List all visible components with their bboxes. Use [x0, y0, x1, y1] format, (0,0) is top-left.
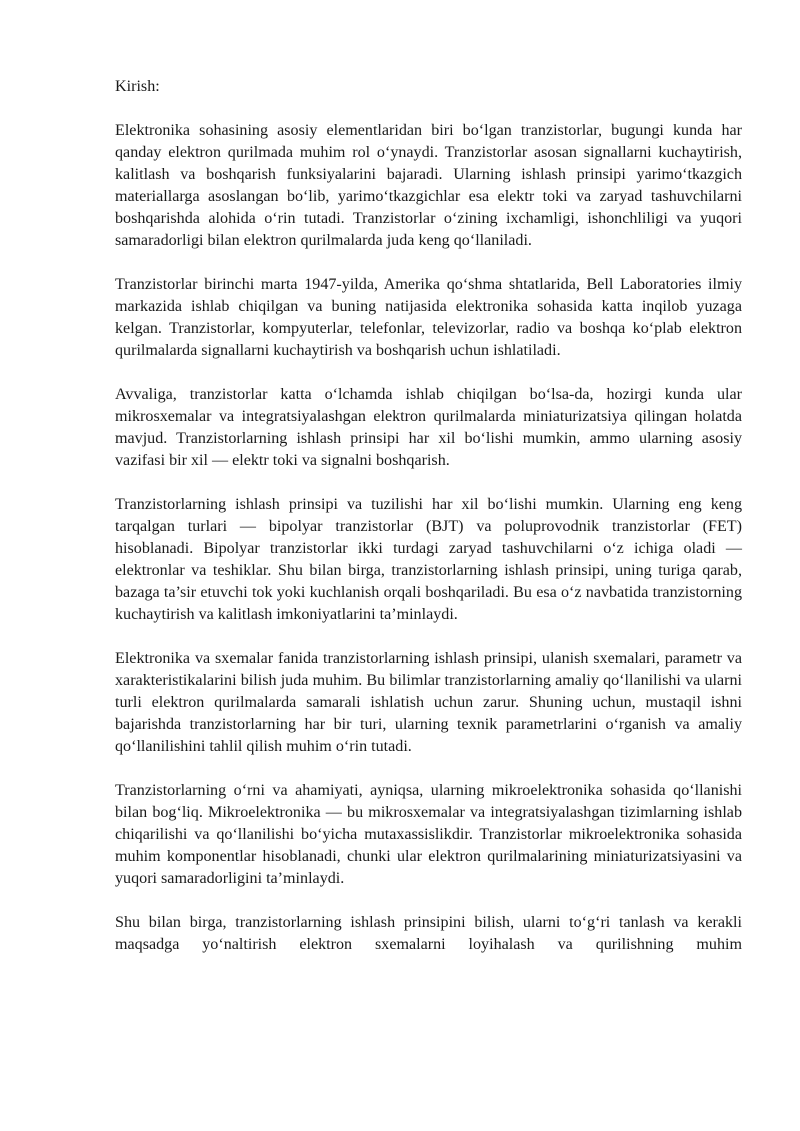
paragraph-history: Tranzistorlar birinchi marta 1947-yilda, Amerika qo‘shma shtatlarida, Bell Laboratories ilmiy markazida ishlab chiqilgan va buning natijasida elektronika sohasida katta inqilob yuzaga kelgan. Tranzistorlar, kompyuterlar, telefonlar, televizorlar, radio va boshqa ko‘plab elektron qurilmalarda signallarni kuchaytirish va boshqarish uchun ishlatiladi. — [115, 276, 742, 359]
paragraph-importance: Elektronika va sxemalar fanida tranzistorlarning ishlash prinsipi, ulanish sxemalari, parametr va xarakteristikalarini bilish juda muhim. Bu bilimlar tranzistorlarning amaliy qo‘llanilishi va ularni turli elektron qurilmalarda samarali ishlatish uchun zarur. Shuning uchun, mustaqil ishni bajarishda tranzistorlarning har bir turi, ularning texnik parametrlarini o‘rganish va amaliy qo‘llanilishini tahlil qilish muhim o‘rin tutadi. — [115, 650, 742, 755]
paragraph-types: Tranzistorlarning ishlash prinsipi va tuzilishi har xil bo‘lishi mumkin. Ularning eng keng tarqalgan turlari — bipolyar tranzistorlar (BJT) va poluprovodnik tranzistorlar (FET) hisoblanadi. Bipolyar tranzistorlar ikki turdagi zaryad tashuvchilarni o‘z ichiga oladi — elektronlar va teshiklar. Shu bilan birga, tranzistorlarning ishlash prinsipi, uning turiga qarab, bazaga ta’sir etuvchi tok yoki kuchlanish orqali boshqariladi. Bu esa o‘z navbatida tranzistorning kuchaytirish va kalitlash imkoniyatlarini ta’minlaydi. — [115, 496, 742, 623]
section-heading: Kirish: — [115, 78, 160, 95]
paragraph-intro: Elektronika sohasining asosiy elementlaridan biri bo‘lgan tranzistorlar, bugungi kunda har qanday elektron qurilmada muhim rol o‘ynaydi. Tranzistorlar asosan signallarni kuchaytirish, kalitlash va boshqarish funksiyalarini bajaradi. Ularning ishlash prinsipi yarimo‘tkazgich materiallarga asoslangan bo‘lib, yarimo‘tkazgichlar esa elektr toki va zaryad tashuvchilarni boshqarishda alohida o‘rin tutadi. Tranzistorlar o‘zining ixchamligi, ishonchliligi va yuqori samaradorligi bilan elektron qurilmalarda juda keng qo‘llaniladi. — [115, 122, 742, 249]
paragraph-microelectronics: Tranzistorlarning o‘rni va ahamiyati, ayniqsa, ularning mikroelektronika sohasida qo‘llanishi bilan bog‘liq. Mikroelektronika — bu mikrosxemalar va integratsiyalashgan tizimlarning ishlab chiqarilishi va qo‘llanilishi bo‘yicha mutaxassislikdir. Tranzistorlar mikroelektronika sohasida muhim komponentlar hisoblanadi, chunki ular elektron qurilmalarining miniaturizatsiyasini va yuqori samaradorligini ta’minlaydi. — [115, 782, 742, 887]
document-body — [115, 76, 742, 956]
paragraph-continued: Shu bilan birga, tranzistorlarning ishlash prinsipini bilish, ularni to‘g‘ri tanlash va kerakli maqsadga yo‘naltirish elektron sxemalarni loyihalash va qurilishning muhim — [115, 914, 742, 953]
paragraph-miniaturization: Avvaliga, tranzistorlar katta o‘lchamda ishlab chiqilgan bo‘lsa-da, hozirgi kunda ular mikrosxemalar va integratsiyalashgan elektron qurilmalarda miniaturizatsiya qilingan holatda mavjud. Tranzistorlarning ishlash prinsipi har xil bo‘lishi mumkin, ammo ularning asosiy vazifasi bir xil — elektr toki va signalni boshqarish. — [115, 386, 742, 469]
